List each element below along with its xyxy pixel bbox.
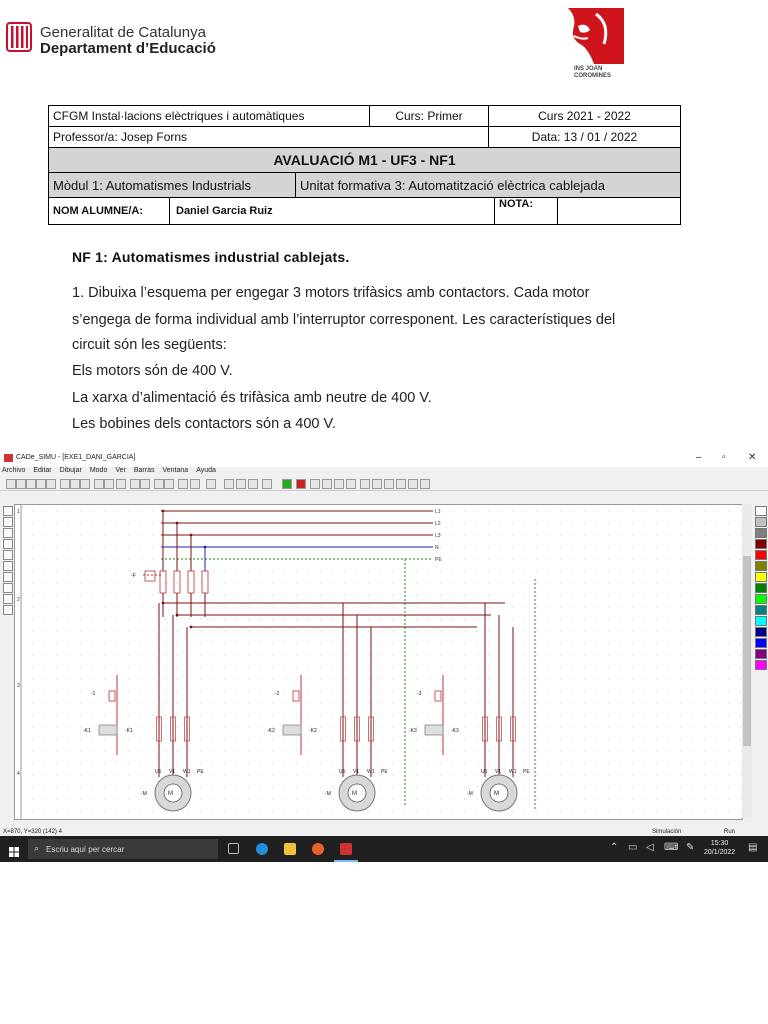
color-swatch[interactable] [755,605,767,615]
toolbar-button[interactable] [94,479,104,489]
toolbar-button[interactable] [206,479,216,489]
color-swatch[interactable] [755,517,767,527]
switch-label: -2 [275,691,280,697]
task-view-icon[interactable] [228,843,239,854]
clock[interactable]: 15:30 20/1/2022 [704,840,736,856]
color-swatch[interactable] [755,572,767,582]
toolbar-button[interactable] [346,479,356,489]
motor-label: -M [325,791,331,797]
motor-letter: M [494,791,499,797]
maximize-icon[interactable]: ▫ [722,452,726,463]
active-app-indicator [334,860,358,862]
draw-tool-button[interactable] [3,594,13,604]
draw-tool-button[interactable] [3,550,13,560]
mode-indicator: Simulación [652,829,682,835]
breaker-pole [202,571,208,593]
toolbar-button[interactable] [104,479,114,489]
toolbar-button[interactable] [6,479,16,489]
breaker-pole [174,571,180,593]
menu-ver[interactable]: Ver [115,467,126,474]
circuit-schematic [15,505,742,819]
toolbar-button[interactable] [164,479,174,489]
question-line-2: s’engega de forma individual amb l’interruptor corresponent. Les característiques del [72,312,616,328]
generalitat-name: Generalitat de Catalunya [40,24,206,41]
toolbar-button[interactable] [224,479,234,489]
network-icon[interactable]: ▭ [628,842,638,853]
row-number: 3 [17,683,20,689]
motor-inner [490,784,508,802]
toolbar-button[interactable] [80,479,90,489]
professor: Professor/a: Josep Forns [49,127,489,148]
main-switch-symbol [145,571,155,581]
rail-label: L3 [435,533,441,539]
spec-network: La xarxa d’alimentació és trifàsica amb neutre de 400 V. [72,390,432,406]
toolbar-button[interactable] [420,479,430,489]
coil-label: -K1 [83,728,91,734]
toolbar-button[interactable] [46,479,56,489]
color-swatch[interactable] [755,539,767,549]
toolbar-button[interactable] [154,479,164,489]
terminal-label: V1 [495,769,502,775]
scrollbar-thumb[interactable] [743,556,751,746]
coil-label: -K2 [267,728,275,734]
toolbar-button[interactable] [360,479,370,489]
toolbar-button[interactable] [334,479,344,489]
color-palette [754,506,766,756]
toolbar-button[interactable] [372,479,382,489]
unit-name: Unitat formativa 3: Automatització elèctrica cablejada [300,177,605,193]
toolbar-button[interactable] [282,479,292,489]
notifications-icon[interactable]: ▤ [748,842,758,853]
menu-archivo[interactable]: Archivo [2,467,26,474]
school-year: Curs 2021 - 2022 [489,106,681,127]
coil-symbol [283,725,301,735]
window-title: CADe_SIMU - [EXE1_DANI_GARCIA] [16,454,136,461]
toolbar-button[interactable] [140,479,150,489]
evaluation-header-table [48,105,681,225]
evaluation-title: AVALUACIÓ M1 - UF3 - NF1 [49,148,681,173]
switch-symbol [293,691,299,701]
student-name-value: Daniel Garcia Ruiz [170,198,495,224]
rail-label: PE [435,557,442,563]
junction-dot [190,626,193,629]
question-line-3: circuit són les següents: [72,337,227,353]
taskbar-search[interactable] [28,839,218,859]
student-name-label: NOM ALUMNE/A: [49,198,170,224]
department-name: Departament d’Educació [40,40,216,57]
motor-label: -M [141,791,147,797]
row-number: 1 [17,509,20,515]
toolbar-button[interactable] [262,479,272,489]
windows-start-icon[interactable] [9,844,19,854]
breaker-pole [188,571,194,593]
drawing-tools [0,506,14,626]
ins-joan-coromines-logo-icon [560,4,628,74]
menu-modo[interactable]: Modo [89,467,108,474]
toolbar-button[interactable] [130,479,140,489]
toolbar-button[interactable] [310,479,320,489]
row-number: 4 [17,771,20,777]
window-titlebar [0,450,768,467]
terminal-label: PE [197,769,204,775]
cadesimu-taskbar-icon[interactable] [340,843,352,855]
cadesimu-window [0,450,768,862]
rail-label: L1 [435,509,441,515]
tray-chevron-icon[interactable]: ⌃ [610,842,619,853]
grade-label: NOTA: [495,198,558,224]
coil-label: -K3 [409,728,417,734]
terminal-label: V1 [169,769,176,775]
close-icon[interactable]: ✕ [748,452,757,463]
contactor-label: -K1 [125,728,133,734]
secondary-toolbar [0,490,768,503]
draw-tool-button[interactable] [3,506,13,516]
question-line-1: 1. Dibuixa l’esquema per engegar 3 motors trifàsics amb contactors. Cada motor [72,285,590,301]
main-switch-label: -F [131,573,136,579]
cursor-coordinates: X=870, Y=320 (142) 4 [3,829,62,835]
motor-letter: M [168,791,173,797]
terminal-label: U1 [481,769,488,775]
color-swatch[interactable] [755,583,767,593]
search-placeholder: Escriu aquí per cercar [46,845,125,854]
contactor-label: -K2 [309,728,317,734]
draw-tool-button[interactable] [3,528,13,538]
switch-symbol [109,691,115,701]
course-name: CFGM Instal·lacions elèctriques i automàtiques [49,106,370,127]
draw-tool-button[interactable] [3,561,13,571]
motor-label: -M [467,791,473,797]
switch-symbol [435,691,441,701]
spec-motors: Els motors són de 400 V. [72,363,233,379]
grade-value [558,198,681,224]
pen-icon[interactable]: ✎ [686,842,695,853]
ins-name: INS JOAN COROMINES [574,66,612,79]
coil-symbol [99,725,117,735]
color-swatch[interactable] [755,528,767,538]
menu-ayuda[interactable]: Ayuda [196,467,216,474]
toolbar-button[interactable] [236,479,246,489]
edge-icon[interactable] [256,843,268,855]
toolbar-button[interactable] [396,479,406,489]
menu-editar[interactable]: Editar [33,467,52,474]
draw-tool-button[interactable] [3,572,13,582]
terminal-label: U1 [339,769,346,775]
rail-label: L2 [435,521,441,527]
toolbar-button[interactable] [26,479,36,489]
firefox-icon[interactable] [312,843,324,855]
terminal-label: U1 [155,769,162,775]
draw-tool-button[interactable] [3,539,13,549]
menu-barras[interactable]: Barras [133,467,155,474]
toolbar-button[interactable] [408,479,418,489]
draw-tool-button[interactable] [3,517,13,527]
motor-inner [164,784,182,802]
color-swatch[interactable] [755,616,767,626]
schematic-canvas[interactable] [14,504,743,820]
main-toolbar [0,478,768,490]
color-swatch[interactable] [755,660,767,670]
color-swatch[interactable] [755,594,767,604]
run-indicator: Run [724,829,736,835]
terminal-label: PE [381,769,388,775]
motor-inner [348,784,366,802]
junction-dot [176,614,179,617]
minimize-icon[interactable]: – [696,452,702,463]
spec-coils: Les bobines dels contactors són a 400 V. [72,416,336,432]
motor-letter: M [352,791,357,797]
terminal-label: W1 [367,769,375,775]
toolbar-button[interactable] [296,479,306,489]
rail-label: N [435,545,439,551]
toolbar-button[interactable] [116,479,126,489]
junction-dot [162,602,165,605]
color-swatch[interactable] [755,561,767,571]
app-icon [4,454,13,462]
toolbar-button[interactable] [70,479,80,489]
toolbar-button[interactable] [36,479,46,489]
file-explorer-icon[interactable] [284,843,296,855]
toolbar-button[interactable] [248,479,258,489]
color-swatch[interactable] [755,638,767,648]
color-swatch[interactable] [755,506,767,516]
coil-symbol [425,725,443,735]
terminal-label: PE [523,769,530,775]
toolbar-button[interactable] [384,479,394,489]
color-swatch[interactable] [755,550,767,560]
terminal-label: V1 [353,769,360,775]
row-number: 2 [17,597,20,603]
color-swatch[interactable] [755,627,767,637]
module-name: Mòdul 1: Automatismes Industrials [49,173,296,197]
section-heading: NF 1: Automatismes industrial cablejats. [72,249,350,265]
draw-tool-button[interactable] [3,583,13,593]
terminal-label: W1 [509,769,517,775]
keyboard-icon[interactable]: ⌨ [664,842,679,853]
windows-taskbar [0,836,768,862]
menu-dibujar[interactable]: Dibujar [59,467,82,474]
toolbar-button[interactable] [16,479,26,489]
generalitat-logo-icon [6,22,32,52]
vertical-scrollbar[interactable] [742,504,752,818]
exam-date: Data: 13 / 01 / 2022 [489,127,681,148]
menu-ventana[interactable]: Ventana [162,467,189,474]
menu-bar [0,467,768,478]
volume-icon[interactable]: ◁ [646,842,654,853]
toolbar-button[interactable] [178,479,188,489]
toolbar-button[interactable] [322,479,332,489]
terminal-label: W1 [183,769,191,775]
color-swatch[interactable] [755,649,767,659]
course-level: Curs: Primer [370,106,489,127]
breaker-pole [160,571,166,593]
switch-label: -1 [91,691,96,697]
toolbar-button[interactable] [60,479,70,489]
search-icon: ⌕ [34,843,40,853]
toolbar-button[interactable] [190,479,200,489]
draw-tool-button[interactable] [3,605,13,615]
switch-label: -3 [417,691,422,697]
contactor-label: -K3 [451,728,459,734]
